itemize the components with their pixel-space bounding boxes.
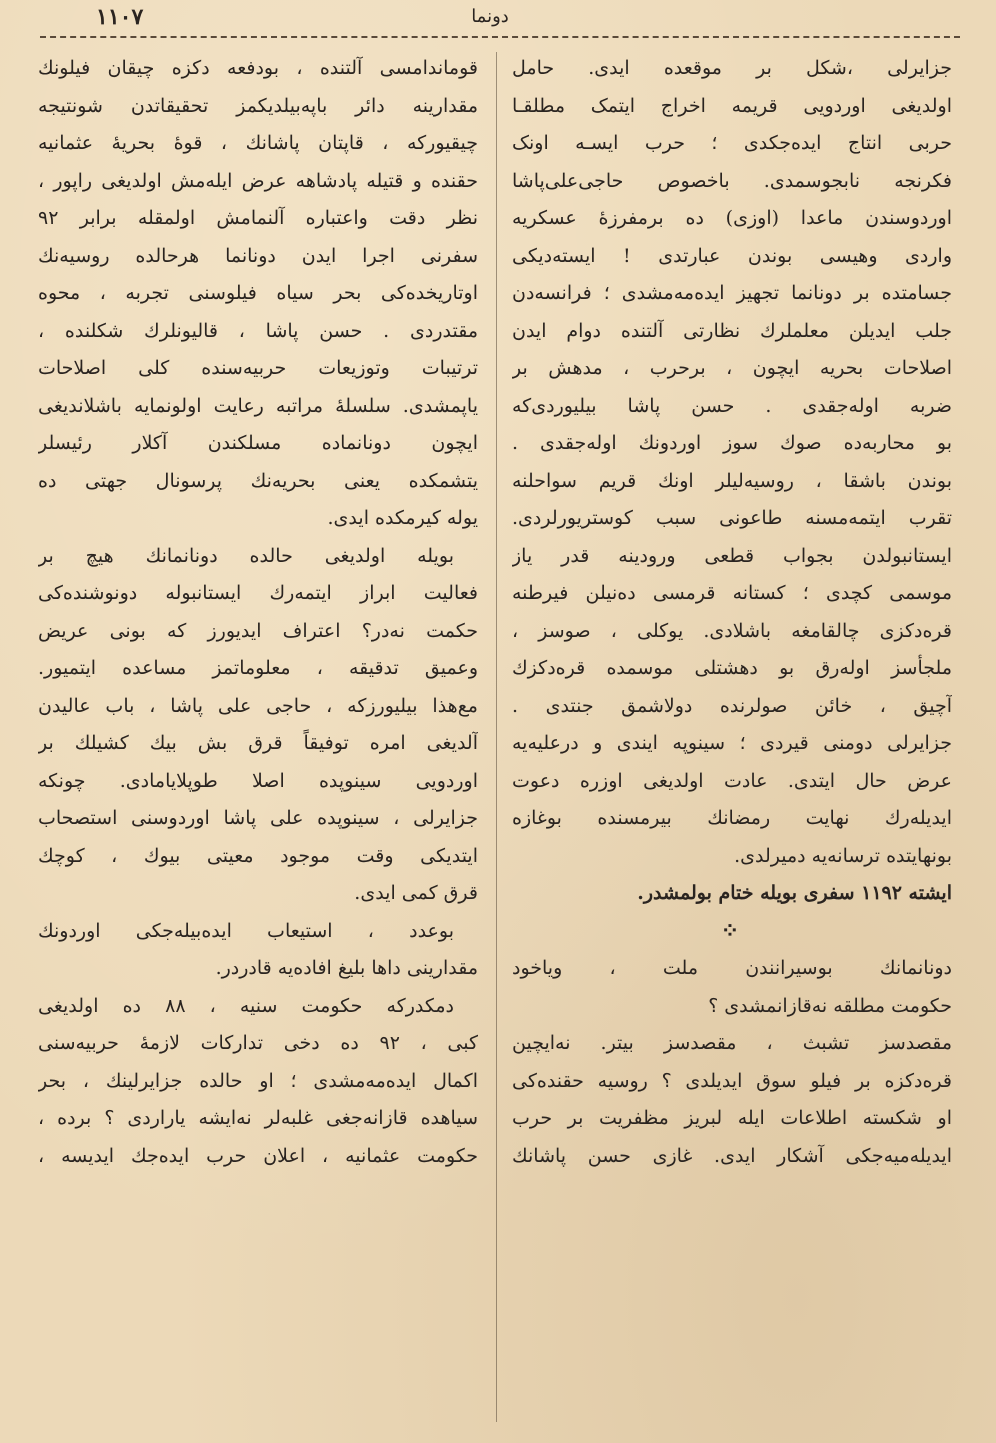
- text-line: وعمیق تدقیقه ، معلوماتمز مساعده ایتمیور.: [38, 657, 478, 679]
- text-line: جسامتده بر دونانما تجهیز ایده‌مه‌مشدی ؛ فرانسه‌دن: [512, 282, 952, 304]
- text-line: اوتاریخده‌کی بحر سیاه فیلوسنی تجربه ، محوه: [38, 282, 478, 304]
- text-line: فکرنجه نابجوسمدی. باخصوص حاجی‌علی‌پاشا: [512, 169, 952, 192]
- text-line: واردی وهیسی بوندن عبارتدی ! ایسته‌دیکی: [512, 244, 952, 267]
- text-line: قرق کمی ایدی.: [354, 882, 478, 904]
- text-line: ضربه اوله‌جقدی . حسن پاشا بیلیوردی‌که: [512, 394, 952, 417]
- text-line: ترتیبات وتوزیعات حربیه‌سنده کلی اصلاحات: [38, 357, 478, 379]
- text-line: مقدارینی داها بلیغ افاده‌یه قادردر.: [215, 957, 478, 979]
- text-line: بو محاربه‌ده صوك سوز اوردونك اوله‌جقدی .: [512, 432, 952, 454]
- text-line: بوندن باشقا ، روسیه‌لیلر اونك قریم سواحلنه: [512, 469, 952, 492]
- text-line: جزایرلی دومنی قیردی ؛ سینوپه ایندی و درعلیه‌یه: [512, 732, 952, 754]
- left-paragraph-2: [38, 538, 478, 913]
- text-line: ایستانبولدن بجواب قطعی ورودینه قدر یاز: [512, 544, 952, 567]
- text-line: آلدیغی امره توفیقاً قرق بش بیك کشیلك بر: [38, 732, 478, 754]
- text-line: ایچون دونانماده مسلکندن آکلار رئیسلر: [38, 432, 478, 454]
- running-head: دونما: [471, 6, 509, 27]
- text-line: اولدیغی اوردویی قریمه اخراج ایتمک مطلقـا: [512, 94, 952, 117]
- text-line: ایدیله‌میه‌جکی آشکار ایدی. غازی حسن پاشانك: [512, 1144, 952, 1167]
- text-line: حقنده و قتیله پادشاهه عرض ایله‌مش اولدیغی راپور ،: [38, 169, 478, 192]
- text-line: سفرنی اجرا ایدن دونانما هرحالده روسیه‌نك: [38, 244, 478, 267]
- text-line: قره‌دکزه بر فیلو سوق ایدیلدی ؟ روسیه حقنده‌کی: [512, 1069, 952, 1092]
- text-line: اوردویی سینوپده اصلا طوپلایامادی. چونکه: [38, 769, 478, 792]
- text-line: دونانمانك بوسیرانندن ملت ، ویاخود: [512, 957, 952, 979]
- text-line: اوردوسندن ماعدا (اوزی) ده برمفرزهٔ عسکریه: [512, 207, 952, 229]
- text-line: ملجأسز اوله‌رق بو دهشتلی موسمده قره‌دکزك: [512, 657, 952, 679]
- text-line: حکومت عثمانیه ، اعلان حرب ایده‌جك ایدیسه ،: [38, 1144, 478, 1167]
- text-line: اصلاحات بحریه ایچون ، برحرب ، مدهش بر: [512, 357, 952, 379]
- closing-line: ایشته ۱۱۹۲ سفری بویله ختام بولمشدر.: [637, 882, 952, 904]
- text-line: بونهایتده ترسانه‌یه دمیرلدی.: [734, 844, 952, 867]
- right-column: [512, 50, 952, 1175]
- text-line: فعالیت ابراز ایتمه‌رك ایستانبوله دونوشنده‌کی: [38, 582, 478, 604]
- text-line: آچیق ، خائن صولرنده دولاشمق جنتدی .: [512, 694, 952, 717]
- text-line: دمکدرکه حکومت سنیه ، ۸۸ ده اولدیغی: [38, 994, 454, 1017]
- text-line: مقصدسز تشبث ، مقصدسز بیتر. نه‌ایچین: [512, 1032, 952, 1054]
- page-number: ۱۱۰۷: [96, 4, 144, 30]
- text-line: نظر دقت واعتباره آلنمامش اولمقله برابر ۹۲: [38, 207, 478, 229]
- right-question: [512, 950, 952, 1025]
- text-line: کبی ، ۹۲ ده دخی تدارکات لازمهٔ حربیه‌سنی: [38, 1032, 478, 1054]
- text-line: جزایرلی ، سینوپده علی پاشا اوردوسنی استصحاب: [38, 807, 478, 829]
- left-paragraph-4: [38, 988, 478, 1176]
- text-line: جزایرلی ،شکل بر موقعده ایدی. حامل: [512, 57, 952, 79]
- text-line: بوعدد ، استیعاب ایده‌بیله‌جکی اوردونك: [38, 919, 454, 942]
- left-column: [38, 50, 478, 1175]
- right-final: [512, 1025, 952, 1175]
- text-line: عرض حال ایتدی. عادت اولدیغی اوزره دعوت: [512, 769, 952, 792]
- header-divider: [40, 36, 960, 38]
- section-separator: ⁘: [720, 917, 744, 944]
- right-paragraph-1: [512, 50, 952, 875]
- text-line: مقدارینه دائر باپه‌بیلدیکمز تحقیقاتدن شونتیجه: [38, 94, 478, 117]
- text-line: تقرب ایتمه‌مسنه طاعونی سبب کوستریورلردی.: [512, 507, 952, 529]
- text-line: قره‌دکزی چالقامغه باشلادی. یوکلی ، صوسز ،: [512, 619, 952, 642]
- text-line: مقتدردی . حسن پاشا ، قالیونلرك شکلنده ،: [38, 319, 478, 342]
- column-divider: [496, 52, 497, 1422]
- text-line: بویله اولدیغی حالده دونانمانك هیچ بر: [38, 544, 454, 567]
- text-line: سیاهده قازانه‌جغی غلبه‌لر نه‌ایشه یاراردی ؟ برده ،: [38, 1107, 478, 1129]
- text-line: جلب ایدیلن معلملرك نظارتی آلتنده دوام ایدن: [512, 319, 952, 342]
- text-line: مع‌هذا بیلیورزکه ، حاجی علی پاشا ، باب عالیدن: [38, 694, 478, 717]
- text-line: او شکسته اطلاعات ایله لبریز مظفریت بر حرب: [512, 1107, 952, 1129]
- text-line: موسمی کچدی ؛ کستانه قرمسی ده‌نیلن فیرطنه: [512, 582, 952, 604]
- left-paragraph-3: [38, 913, 478, 988]
- text-line: چیقیورکه ، قاپتان پاشانك ، قوهٔ بحریهٔ عثمانیه: [38, 132, 478, 154]
- text-line: قوماندامسی آلتنده ، بودفعه دکزه چیقان فیلونك: [38, 57, 478, 79]
- text-line: ایتدیکی وقت موجود معیتی بیوك ، کوچك: [38, 844, 478, 867]
- left-paragraph-1: [38, 50, 478, 538]
- text-line: یاپمشدی. سلسلهٔ مراتبه رعایت اولونمایه باشلاندیغی: [38, 394, 478, 417]
- text-line: حکومت مطلقه نه‌قازانمشدی ؟: [708, 994, 952, 1017]
- text-line: یتشمکده یعنی بحریه‌نك پرسونال جهتی ده: [38, 469, 478, 492]
- text-line: ایدیله‌رك نهایت رمضانك بیرمسنده بوغازه: [512, 807, 952, 829]
- text-line: یوله کیرمکده ایدی.: [327, 507, 478, 529]
- text-line: حربی انتاج ایده‌جکدی ؛ حرب ایسـه اونک: [512, 132, 952, 154]
- text-line: حکمت نه‌در؟ اعتراف ایدیورز که بونی عریض: [38, 619, 478, 642]
- text-line: اکمال ایده‌مه‌مشدی ؛ او حالده جزایرلینك ، بحر: [38, 1069, 478, 1092]
